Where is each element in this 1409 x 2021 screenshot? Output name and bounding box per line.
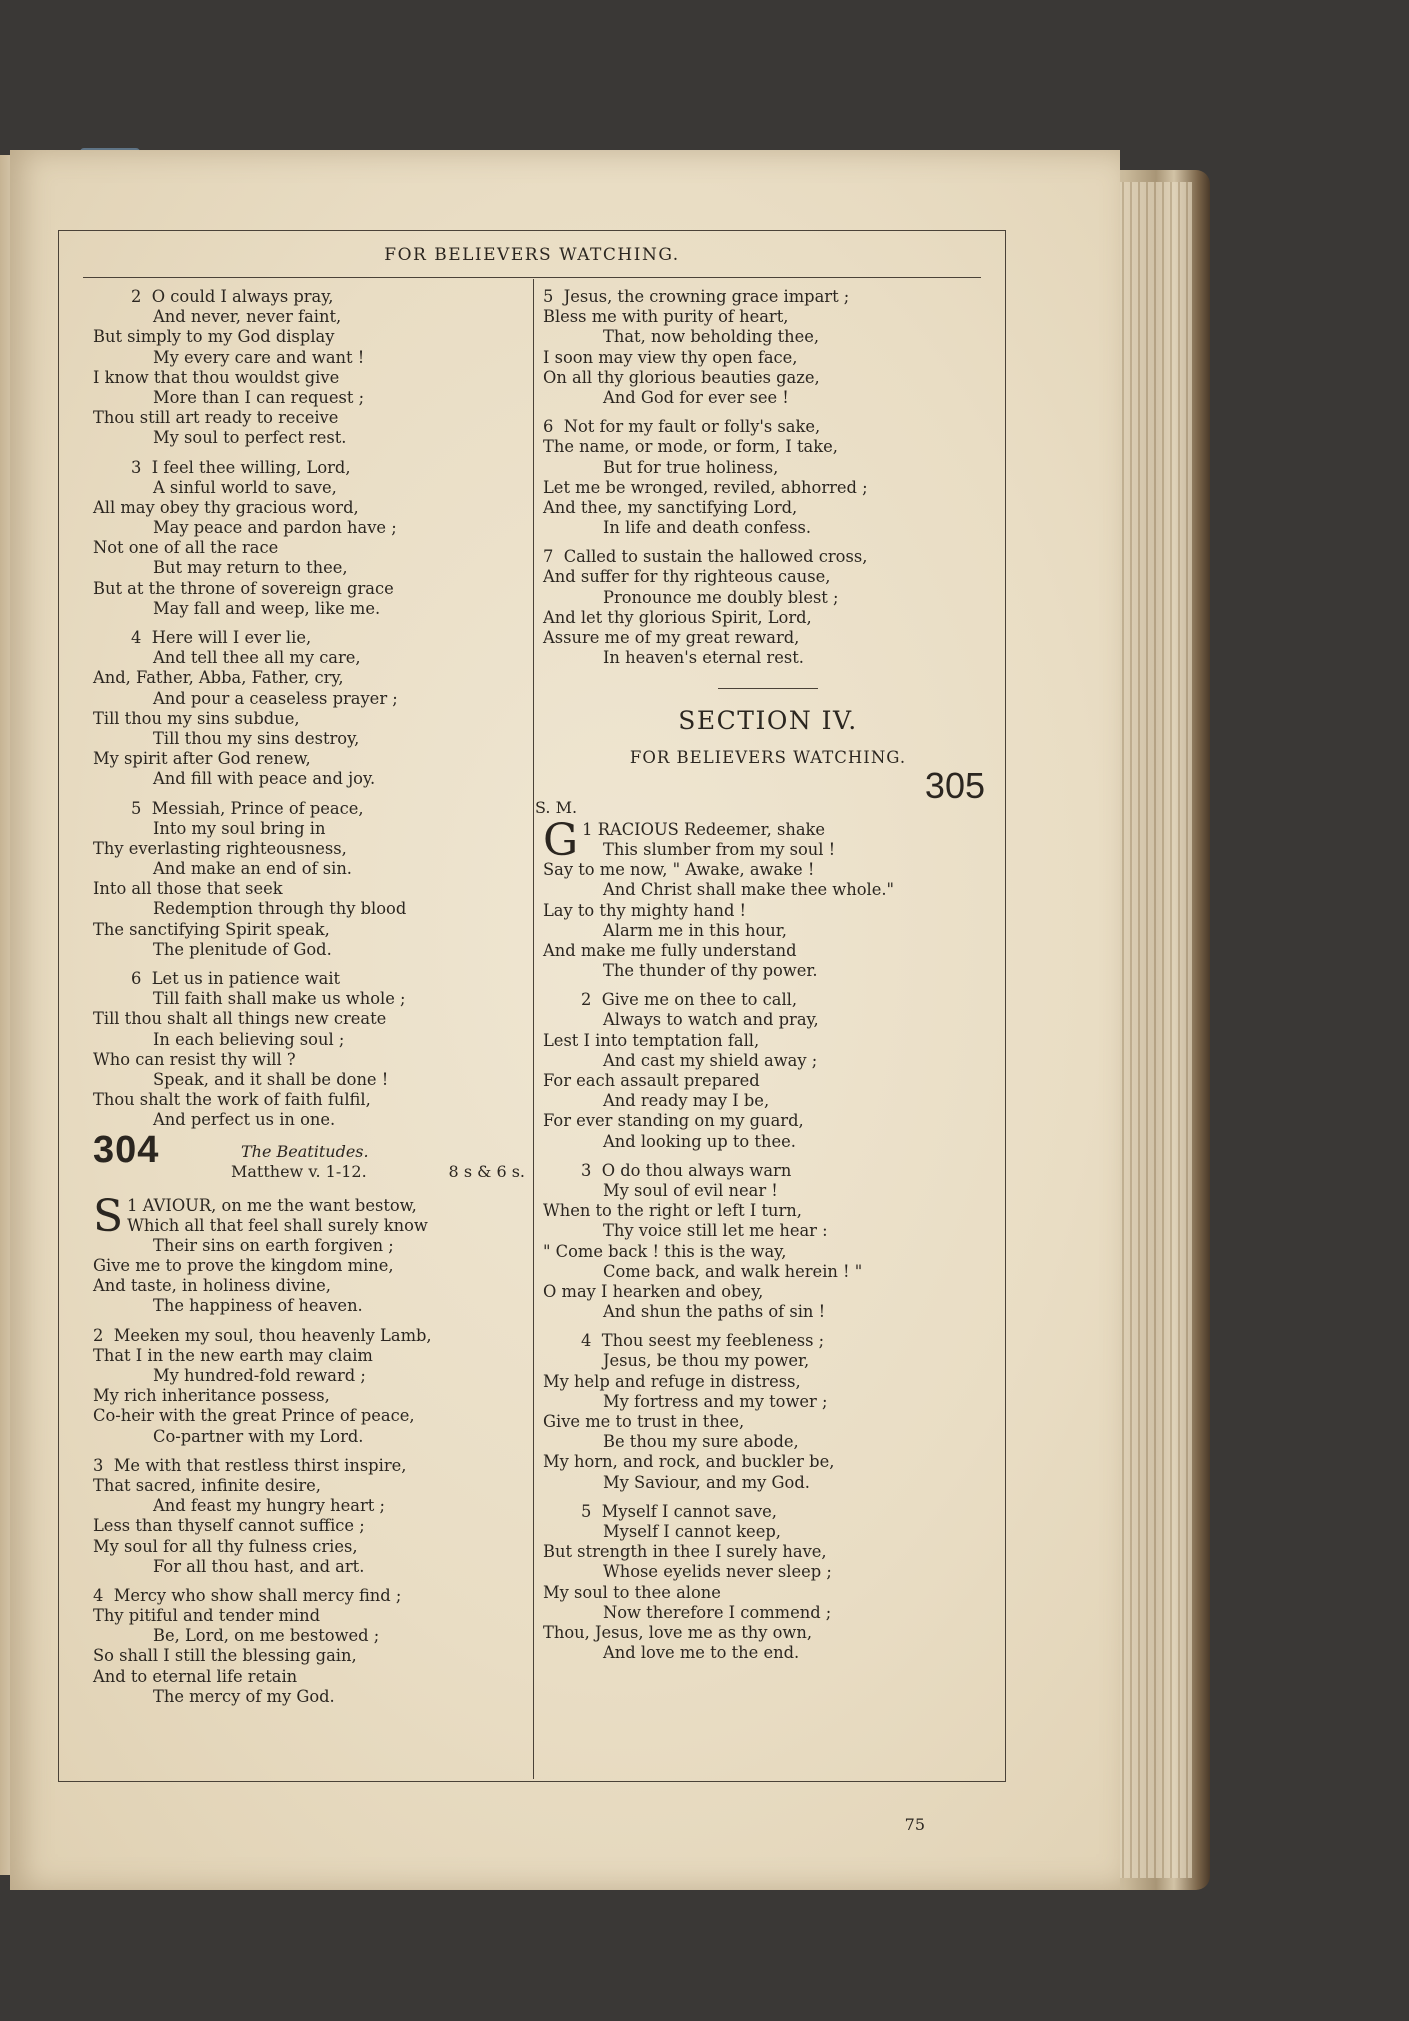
verse-text: Called to sustain the hallowed cross, [563,547,868,567]
left-column [93,287,529,1716]
stanza [543,1331,993,1493]
hymn-number: 304 [93,1128,160,1171]
book-page [10,150,1120,1890]
stanza [93,1326,529,1447]
verse-line: Till thou my sins subdue, [93,708,300,728]
verse-line: On all thy glorious beauties gaze, [543,367,820,387]
verse-line: So shall I still the blessing gain, [93,1646,357,1666]
stanza-number: 4 [93,1585,114,1605]
verse-line: And perfect us in one. [153,1110,336,1130]
stanza [543,417,993,538]
hymn-title: The Beatitudes. [241,1141,369,1161]
verse-line [543,1502,993,1522]
verse-line: Till faith shall make us whole ; [153,989,406,1009]
verse-line: In heaven's eternal rest. [603,648,804,668]
verse-line [93,287,529,307]
stanza-number: 5 [543,287,564,306]
verse-line: Pronounce me doubly blest ; [603,587,839,607]
verse-line: Till thou shalt all things new create [93,1009,387,1029]
stanza [543,547,993,668]
verse-text: RACIOUS Redeemer, shake [597,819,826,839]
verse-line: O may I hearken and obey, [543,1281,764,1301]
verse-line: Speak, and it shall be done ! [153,1069,389,1089]
stanza [543,287,993,408]
verse-text: O could I always pray, [151,287,334,306]
verse-line: Lest I into temptation fall, [543,1030,760,1050]
verse-line: Whose eyelids never sleep ; [603,1562,832,1582]
verse-line: Thou still art ready to receive [93,408,339,428]
hymn-meter: 8 s & 6 s. [448,1161,525,1181]
verse-line: Who can resist thy will ? [93,1049,296,1069]
verse-line: The thunder of thy power. [603,961,818,981]
verse-line: Now therefore I commend ; [603,1602,832,1622]
verse-line [543,1161,993,1181]
stanza-number: 3 [131,457,152,477]
verse-line: My rich inheritance possess, [93,1386,330,1406]
stanza-number: 1 [127,1195,143,1215]
page-frame [58,230,1006,1834]
section-divider [718,688,818,689]
verse-line [543,1331,993,1351]
verse-line: And tell thee all my care, [153,648,361,668]
stanza-number: 4 [581,1331,602,1351]
stanza [543,990,993,1152]
verse-line: In life and death confess. [603,518,812,538]
verse-line [93,1326,529,1346]
verse-line: And thee, my sanctifying Lord, [543,497,798,517]
verse-text: Messiah, Prince of peace, [151,798,364,818]
verse-line: Till thou my sins destroy, [153,728,360,748]
verse-line: The name, or mode, or form, I take, [543,437,838,457]
verse-line: Come back, and walk herein ! " [603,1261,863,1281]
verse-line [93,1586,529,1606]
verse-line: Let me be wronged, reviled, abhorred ; [543,477,868,497]
verse-line: My every care and want ! [153,347,365,367]
verse-line: Thou shalt the work of faith fulfil, [93,1090,371,1110]
verse-text: AVIOUR, on me the want bestow, [142,1195,417,1215]
verse-line: The mercy of my God. [153,1686,335,1706]
verse-line: Not one of all the race [93,538,279,558]
verse-line: Redemption through thy blood [153,899,407,919]
verse-text: Mercy who show shall mercy find ; [113,1585,402,1605]
verse-line [93,799,529,819]
verse-line: I know that thou wouldst give [93,367,340,387]
verse-line: More than I can request ; [153,387,365,407]
verse-line: And ready may I be, [603,1091,770,1111]
verse-line: Co-heir with the great Prince of peace, [93,1406,415,1426]
verse-line: May fall and weep, like me. [153,598,381,618]
verse-line: Into all those that seek [93,879,283,899]
verse-line: Thy pitiful and tender mind [93,1606,321,1626]
stanza-number: 5 [581,1501,602,1521]
verse-line: When to the right or left I turn, [543,1201,802,1221]
stanza-number: 2 [131,287,152,306]
verse-line [543,547,993,567]
stanza [543,814,993,982]
verse-line: For all thou hast, and art. [153,1556,365,1576]
verse-line [543,990,993,1010]
stanza [93,287,529,449]
verse-line: Say to me now, " Awake, awake ! [543,860,815,880]
verse-line: My soul to perfect rest. [153,428,347,448]
verse-line: Lay to thy mighty hand ! [543,900,747,920]
verse-line: The happiness of heaven. [153,1296,363,1316]
verse-line: And fill with peace and joy. [153,769,376,789]
verse-line: Co-partner with my Lord. [153,1426,364,1446]
verse-line: But may return to thee, [153,558,348,578]
verse-line [543,417,993,437]
stanza [93,1456,529,1577]
verse-line: But at the throne of sovereign grace [93,578,394,598]
page-number: 75 [904,1815,925,1834]
stanza-number: 6 [131,969,152,988]
verse-line: For ever standing on my guard, [543,1111,804,1131]
verse-text: Myself I cannot save, [601,1501,777,1521]
stanza [93,1586,529,1707]
verse-text: O do thou always warn [601,1160,792,1180]
stanza-number: 2 [93,1325,114,1345]
section-title: SECTION IV. [678,706,858,736]
verse-line: My soul of evil near ! [603,1180,778,1200]
verse-line: Always to watch and pray, [603,1010,819,1030]
running-head: FOR BELIEVERS WATCHING. [384,245,680,265]
verse-line: And make me fully understand [543,940,797,960]
verse-line: And to eternal life retain [93,1666,298,1686]
verse-line: My soul to thee alone [543,1582,721,1602]
verse-line: And suffer for thy righteous cause, [543,567,831,587]
verse-line: But simply to my God display [93,327,335,347]
stanza-number: 5 [131,798,152,818]
verse-line: Assure me of my great reward, [543,628,800,647]
verse-line: And never, never faint, [153,307,342,327]
verse-line: My fortress and my tower ; [603,1391,828,1411]
hymn-meter: S. M. [535,797,578,817]
verse-line: Give me to prove the kingdom mine, [93,1256,394,1276]
verse-line: A sinful world to save, [153,477,337,497]
hymn-number: 305 [924,764,985,806]
section-subtitle: FOR BELIEVERS WATCHING. [629,747,907,767]
stanza-number: 4 [131,628,152,647]
verse-line: Be, Lord, on me bestowed ; [153,1626,380,1646]
verse-line: All may obey thy gracious word, [93,497,359,517]
verse-line: My spirit after God renew, [93,749,311,769]
verse-line: This slumber from my soul ! [603,839,836,859]
verse-line: My soul for all thy fulness cries, [93,1536,358,1556]
verse-line: Jesus, be thou my power, [603,1351,810,1371]
verse-line: Bless me with purity of heart, [543,307,789,327]
stanza-number: 7 [543,547,564,567]
verse-line [543,287,993,307]
verse-text: Here will I ever lie, [151,628,312,647]
verse-line: In each believing soul ; [153,1029,345,1049]
verse-line: And shun the paths of sin ! [603,1302,826,1322]
verse-line [93,628,529,648]
hymn-header [535,764,993,820]
verse-line: And Christ shall make thee whole." [603,880,895,900]
stanza-number: 3 [581,1160,602,1180]
drop-capital: S [93,1190,124,1242]
verse-line: Thy voice still let me hear : [603,1221,828,1241]
verse-line: Be thou my sure abode, [603,1432,799,1452]
verse-line: Myself I cannot keep, [603,1521,781,1541]
verse-line: That, now beholding thee, [603,327,820,347]
verse-text: Not for my fault or folly's sake, [563,417,821,437]
verse-line [93,458,529,478]
right-column [535,287,993,1672]
verse-line: And cast my shield away ; [603,1050,818,1070]
verse-line: My Saviour, and my God. [603,1472,810,1492]
verse-line: The plenitude of God. [153,939,332,959]
verse-line: But for true holiness, [603,457,779,477]
verse-line: My hundred-fold reward ; [153,1366,366,1385]
verse-line [93,969,529,989]
verse-line: " Come back ! this is the way, [543,1241,787,1261]
verse-line: And make an end of sin. [153,859,352,879]
verse-text: I feel thee willing, Lord, [151,457,351,477]
verse-line: And taste, in holiness divine, [93,1276,331,1296]
drop-capital: G [543,814,579,866]
verse-line: Thy everlasting righteousness, [93,838,347,858]
stanza-number: 2 [581,990,602,1010]
verse-line: My help and refuge in distress, [543,1371,801,1391]
verse-line: Their sins on earth forgiven ; [153,1235,394,1255]
verse-line: Give me to trust in thee, [543,1412,745,1432]
verse-line: Thou, Jesus, love me as thy own, [543,1622,812,1642]
verse-line: And feast my hungry heart ; [153,1496,385,1516]
verse-line: That sacred, infinite desire, [93,1475,321,1495]
verse-line: But strength in thee I surely have, [543,1542,827,1562]
verse-text: Jesus, the crowning grace impart ; [563,287,850,306]
verse-line: The sanctifying Spirit speak, [93,919,330,939]
verse-text: Give me on thee to call, [601,990,798,1010]
verse-line: And looking up to thee. [603,1131,796,1151]
stanza [93,969,529,1131]
stanza [93,1190,529,1317]
stanza-number: 3 [93,1455,114,1475]
verse-line: And God for ever see ! [603,387,789,407]
verse-line: Alarm me in this hour, [603,920,787,940]
verse-text: Thou seest my feebleness ; [601,1331,825,1351]
verse-line: And let thy glorious Spirit, Lord, [543,607,812,627]
stanza-number: 1 [582,819,598,839]
verse-line [93,1456,529,1476]
verse-line: And love me to the end. [603,1643,800,1663]
verse-text: Meeken my soul, thou heavenly Lamb, [113,1325,432,1345]
verse-line: For each assault prepared [543,1071,760,1091]
verse-line: And pour a ceaseless prayer ; [153,688,398,708]
verse-line: Into my soul bring in [153,818,326,838]
column-rule [533,279,534,1779]
stanza-number: 6 [543,417,564,437]
verse-text: Me with that restless thirst inspire, [113,1455,407,1475]
stanza [543,1502,993,1664]
stanza [93,458,529,620]
stanza [93,628,529,790]
verse-line: My horn, and rock, and buckler be, [543,1452,835,1472]
head-rule [83,277,981,278]
stanza [543,1161,993,1323]
verse-text: Let us in patience wait [151,969,341,988]
stanza [93,799,529,961]
verse-line: Which all that feel shall surely know [127,1215,428,1235]
verse-line: I soon may view thy open face, [543,347,798,367]
verse-line: And, Father, Abba, Father, cry, [93,668,344,688]
verse-line: May peace and pardon have ; [153,518,397,538]
scripture-reference: Matthew v. 1-12. [231,1161,367,1181]
verse-line: Less than thyself cannot suffice ; [93,1516,365,1536]
verse-line: That I in the new earth may claim [93,1345,373,1365]
hymn-header [93,1128,529,1190]
